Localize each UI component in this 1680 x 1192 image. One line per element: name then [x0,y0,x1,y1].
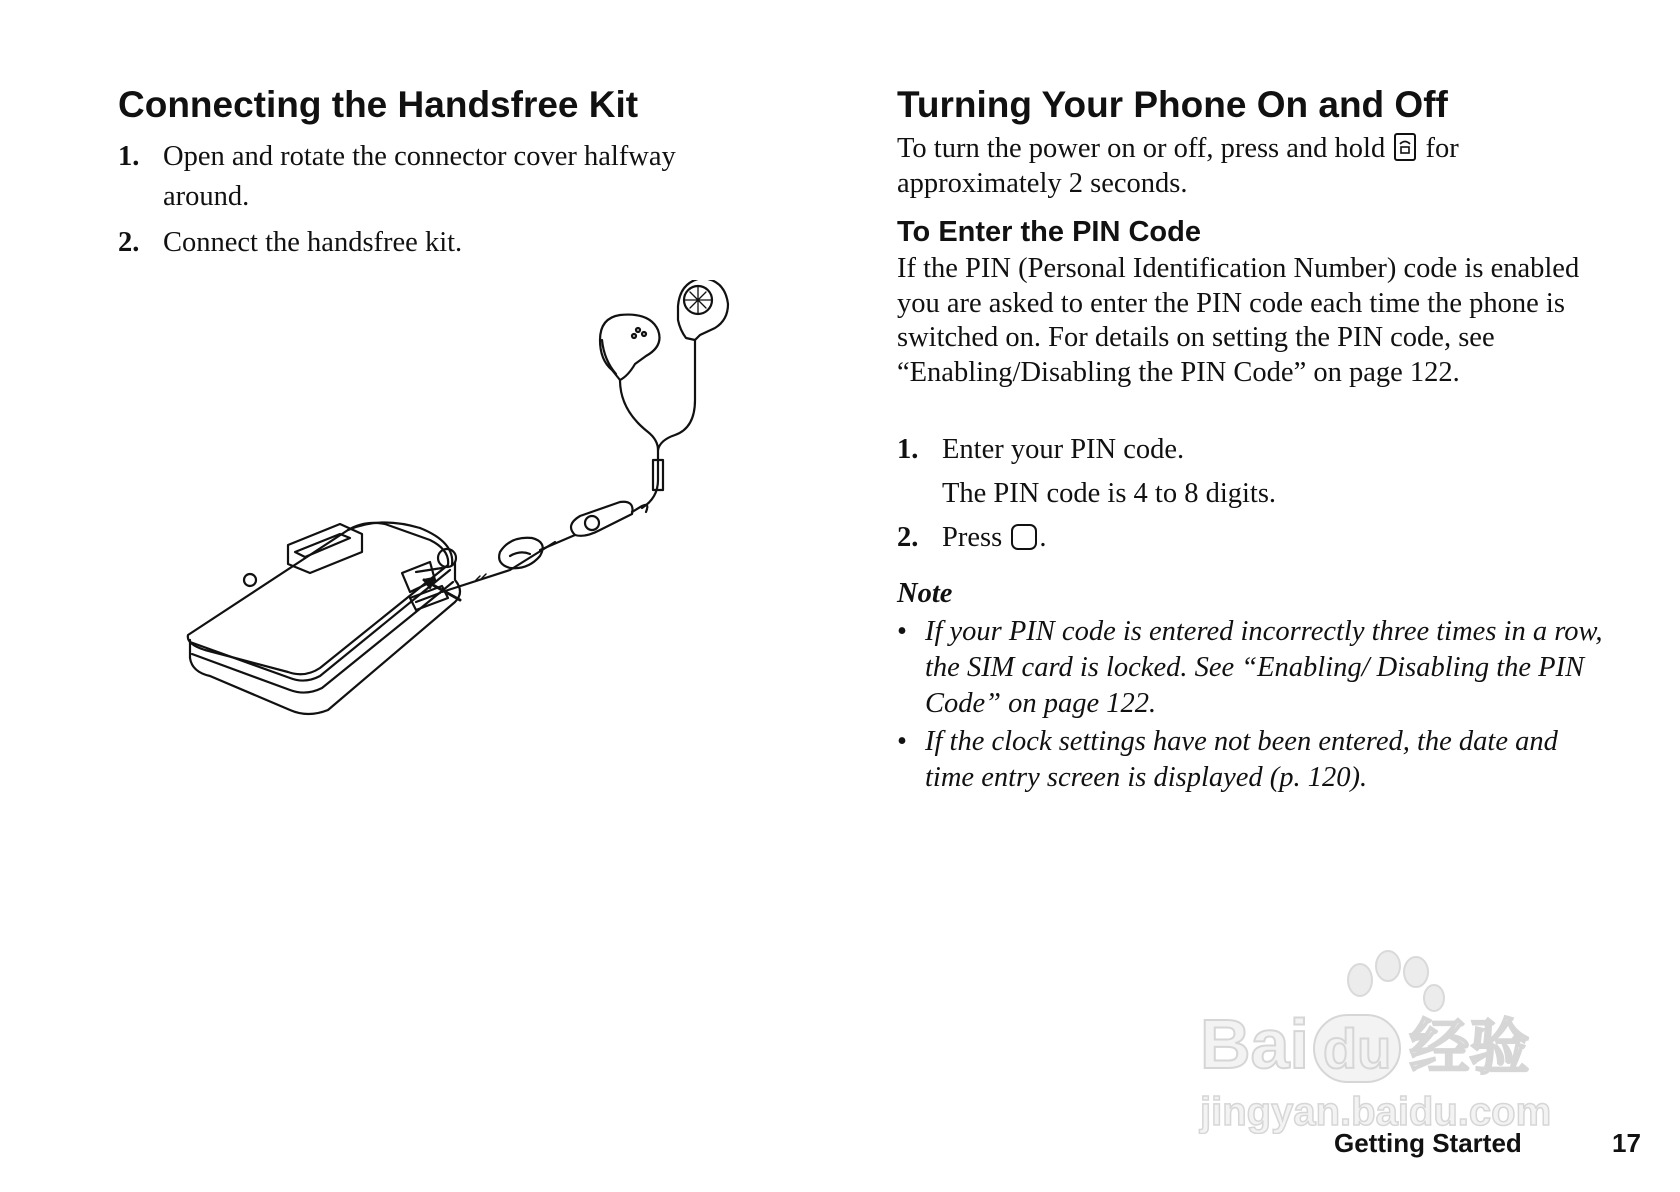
footer-section: Getting Started [1334,1128,1522,1158]
pin-heading: To Enter the PIN Code [897,216,1201,248]
watermark-url: jingyan.baidu.com [1200,1090,1552,1134]
left-step-2 [118,223,758,263]
note-item-2 [897,724,1617,796]
step-text-before: Press [942,522,1003,553]
step-text-after: . [1039,522,1047,553]
power-intro-before: To turn the power on or off, press and hold [897,133,1386,164]
right-section-title: Turning Your Phone On and Off [897,84,1448,125]
left-earbud [600,315,660,380]
step-number: 2. [897,522,919,553]
note-title: Note [897,578,953,609]
inline-remote [571,502,633,536]
baidu-watermark [1200,950,1620,1140]
bullet-dot: • [897,726,907,757]
step-text: Open and rotate the connector cover halfway around. [163,141,676,212]
left-section-title: Connecting the Handsfree Kit [118,84,639,125]
watermark-brand: Bai [1200,1005,1309,1083]
step-text: Enter your PIN code. [942,434,1185,465]
center-select-key-icon [1011,524,1037,550]
bullet-dot: • [897,616,907,647]
step-number: 2. [118,227,140,258]
power-end-key-icon [1394,133,1416,161]
right-step-1 [897,430,1617,470]
right-step-1-detail [942,474,1542,514]
power-intro [897,132,1617,201]
phone-handsfree-illustration [180,280,780,720]
step-text: Connect the handsfree kit. [163,227,463,258]
left-step-1 [118,137,758,217]
step-text [942,518,1046,558]
footer-page-number: 17 [1612,1128,1641,1158]
note-text: If the clock settings have not been entered, the date and time entry screen is displayed (p. 120). [925,726,1558,793]
power-intro-after: for approximately 2 seconds. [897,133,1459,199]
right-earbud [678,280,728,340]
phone-body [190,562,460,714]
watermark-brand-du: du [1313,1014,1401,1083]
step-number: 1. [118,141,140,172]
step-subtext: The PIN code is 4 to 8 digits. [942,478,1277,509]
right-step-2 [897,518,1617,562]
note-text: If your PIN code is entered incorrectly three times in a row, the SIM card is locked. See “Enabling/ Disabling the PIN Code” on page 122. [925,616,1603,719]
step-number: 1. [897,434,919,465]
watermark-brand-cn: 经验 [1409,1014,1530,1081]
pin-paragraph: If the PIN (Personal Identification Number) code is enabled you are asked to enter the PIN code each time the phone is switched on. For details on setting the PIN code, see “Enabling/Disabling the PIN Code” on page 122. [897,253,1580,388]
note-item-1 [897,614,1617,722]
